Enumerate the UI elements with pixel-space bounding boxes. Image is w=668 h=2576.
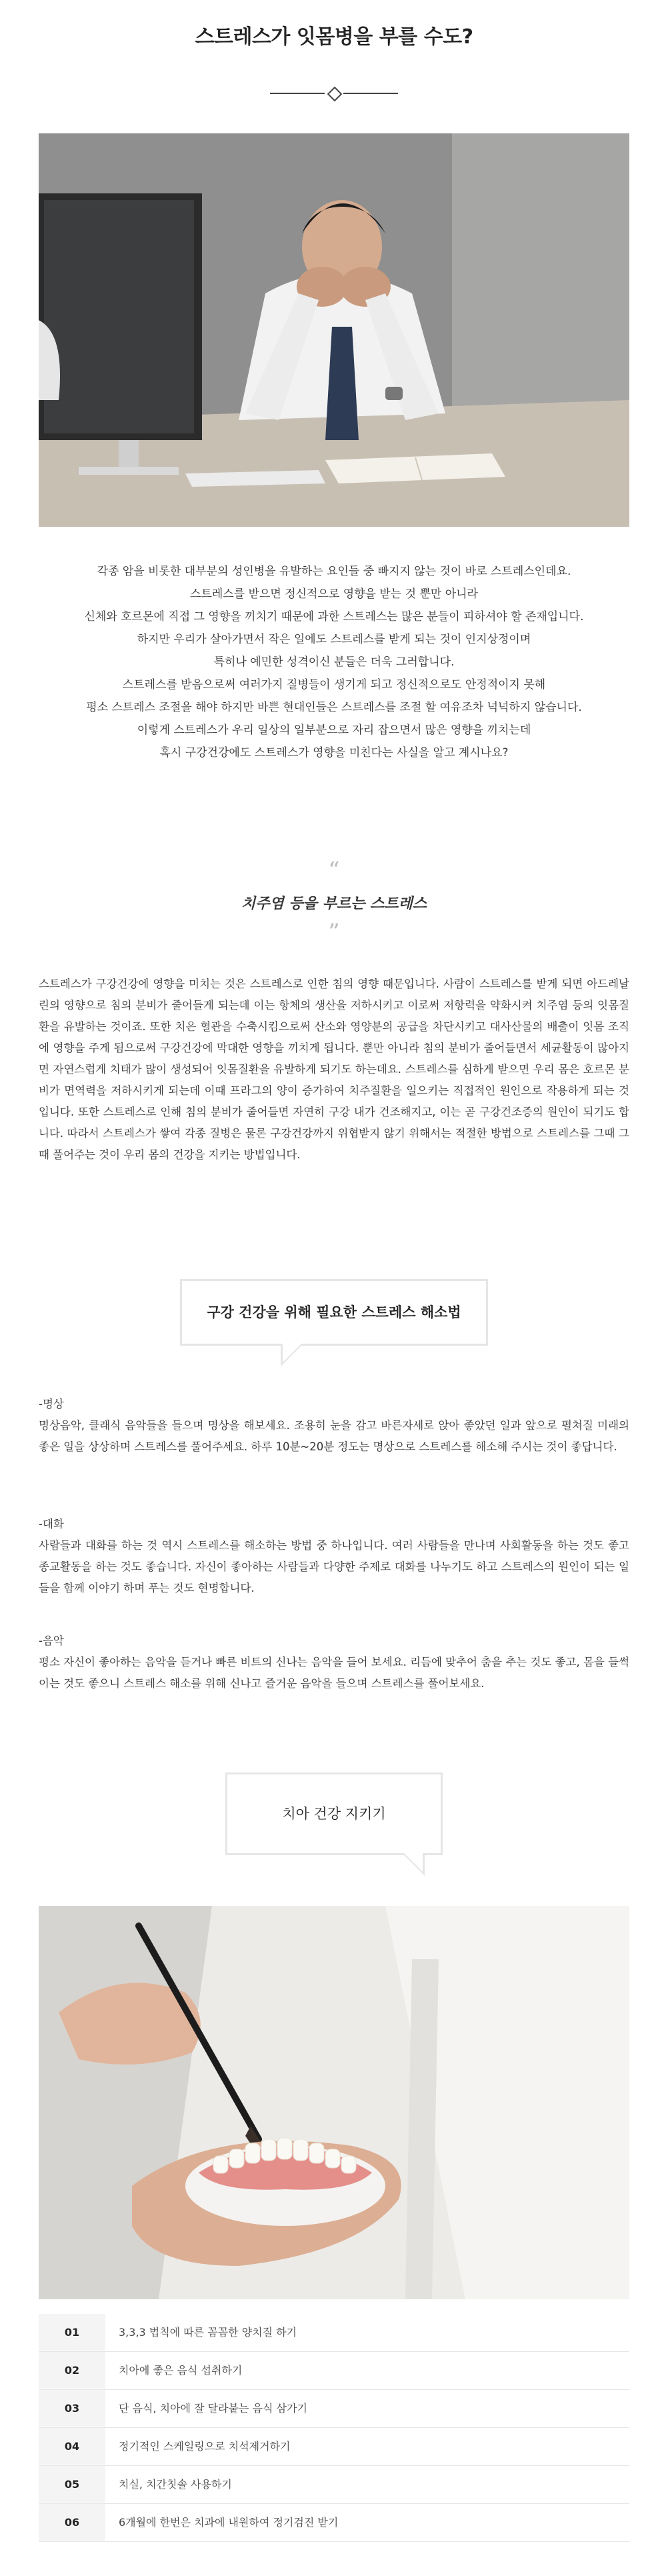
- checklist-text: 치아에 좋은 음식 섭취하기: [119, 2364, 243, 2377]
- page-title: 스트레스가 잇몸병을 부를 수도?: [195, 25, 473, 49]
- intro-line: 이렇게 스트레스가 우리 일상의 일부분으로 자리 잡으면서 많은 영향을 끼치는데: [137, 724, 531, 737]
- checklist-number: 01: [39, 2314, 105, 2351]
- intro-line: 각종 암을 비롯한 대부분의 성인병을 유발하는 요인들 중 빠지지 않는 것이 바로 스트레스인데요.: [97, 565, 571, 578]
- tip-title: -대화: [39, 1518, 64, 1530]
- checklist-row: [39, 2466, 629, 2504]
- checklist-text: 정기적인 스케일링으로 치석제거하기: [119, 2440, 291, 2453]
- diamond-icon: [327, 87, 343, 102]
- intro-line: 스트레스를 받으면 정신적으로 영향을 받는 것 뿐만 아니라: [190, 587, 478, 601]
- intro-line: 하지만 우리가 살아가면서 작은 일에도 스트레스를 받게 되는 것이 인지상정이며: [137, 633, 531, 646]
- speech-tail-fill: [283, 1344, 301, 1362]
- dentist-dentures-illustration: [39, 1906, 629, 2299]
- divider-line-right: [343, 93, 398, 94]
- tip-text: 평소 자신이 좋아하는 음악을 듣거나 빠른 비트의 신나는 음악을 들어 보세요. 리듬에 맞추어 춤을 추는 것도 좋고, 몸을 들썩이는 것도 좋으니 스트레스 해소를 위해 신나고 즐거운 음악을 들으며 스트레스를 풀어보세요.: [39, 1656, 629, 1690]
- intro-line: 신체와 호르몬에 직접 그 영향을 끼치기 때문에 과한 스트레스는 많은 분들이 피하셔야 할 존재입니다.: [84, 610, 584, 623]
- checklist-row: [39, 2352, 629, 2390]
- checklist-row: [39, 2390, 629, 2428]
- tooth-health-heading: [225, 1772, 443, 1855]
- intro-line: 혹시 구강건강에도 스트레스가 영향을 미친다는 사실을 알고 계시나요?: [159, 746, 509, 760]
- tip-conversation: [39, 1514, 629, 1599]
- intro-line: 특히나 예민한 성격이신 분들은 더욱 그러합니다.: [213, 656, 455, 669]
- intro-line: 스트레스를 받음으로써 여러가지 질병들이 생기게 되고 정신적으로도 안정적이지 못해: [122, 678, 546, 692]
- checklist-number: 04: [39, 2428, 105, 2465]
- stress-relief-heading: [180, 1279, 488, 1346]
- checklist-number: 02: [39, 2352, 105, 2389]
- close-quote-icon: ”: [328, 919, 340, 946]
- checklist-row: [39, 2314, 629, 2352]
- checklist-number: 05: [39, 2466, 105, 2503]
- open-quote-icon: “: [328, 857, 340, 884]
- checklist-text: 치실, 치간칫솔 사용하기: [119, 2478, 232, 2491]
- tip-music: [39, 1630, 629, 1694]
- divider-line-left: [270, 93, 325, 94]
- checklist-row: [39, 2504, 629, 2542]
- dental-checklist: [39, 2314, 629, 2542]
- stressed-man-photo: [39, 133, 629, 527]
- tip-title: -음악: [39, 1634, 64, 1647]
- checklist-text: 3,3,3 법칙에 따른 꼼꼼한 양치질 하기: [119, 2326, 297, 2339]
- title-divider: [270, 87, 398, 100]
- tooth-health-heading-text: 치아 건강 지키기: [282, 1806, 386, 1822]
- dentist-dentures-photo: [39, 1906, 629, 2299]
- checklist-number: 03: [39, 2390, 105, 2427]
- tip-meditation: [39, 1394, 629, 1458]
- quote-heading: 치주염 등을 부르는 스트레스: [241, 896, 427, 912]
- stress-relief-heading-text: 구강 건강을 위해 필요한 스트레스 해소법: [207, 1304, 461, 1320]
- tip-text: 사람들과 대화를 하는 것 역시 스트레스를 해소하는 방법 중 하나입니다. 여러 사람들을 만나며 사회활동을 하는 것도 좋고 종교활동을 하는 것도 좋습니다. 자신이 좋아하는 사람들과 다양한 주제로 대화를 나누기도 하고 스트레스의 원인이 되는 일들을 함께 이야기 하며 푸는 것도 현명합니다.: [39, 1539, 629, 1594]
- stressed-man-illustration: [39, 133, 629, 527]
- intro-line: 평소 스트레스 조절을 해야 하지만 바쁜 현대인들은 스트레스를 조절 할 여유조차 넉넉하지 않습니다.: [86, 701, 582, 714]
- checklist-text: 단 음식, 치아에 잘 달라붙는 음식 삼가기: [119, 2402, 307, 2415]
- checklist-row: [39, 2428, 629, 2466]
- speech-tail-fill: [404, 1853, 423, 1872]
- intro-text: [0, 560, 668, 764]
- tip-text: 명상음악, 클래식 음악들을 들으며 명상을 해보세요. 조용히 눈을 감고 바른자세로 앉아 좋았던 일과 앞으로 펼쳐질 미래의 좋은 일을 상상하며 스트레스를 풀어주세요. 하루 10분~20분 정도는 명상으로 스트레스를 해소해 주시는 것이 좋답니다.: [39, 1419, 629, 1453]
- body-paragraph: 스트레스가 구강건강에 영향을 미치는 것은 스트레스로 인한 침의 영향 때문입니다. 사람이 스트레스를 받게 되면 아드레날린의 영향으로 침의 분비가 줄어들게 되는데 이는 항체의 생산을 저하시키고 이로써 저항력을 약화시켜 치주염 등의 잇몸질환을 유발하는 것이죠. 또한 치은 혈관을 수축시킴으로써 산소와 영양분의 공급을 차단시키고 대사산물의 배출이 잇몸 조직에 영향을 주게 됨으로써 구강건강에 막대한 영향을 끼치게 됩니다. 뿐만 아니라 침의 분비가 줄어들면서 세균활동이 많아지면 자연스럽게 치태가 많이 생성되어 잇몸질환을 유발하게 되기도 하는데요. 스트레스를 심하게 받으면 우리 몸은 호르몬 분비가 면역력을 저하시키게 되는데 이때 프라그의 양이 증가하여 치주질환을 일으키는 직접적인 원인으로 작용하게 되는 것입니다. 또한 스트레스로 인해 침의 분비가 줄어들면 자연히 구강 내가 건조해지고, 이는 곧 구강건조증의 원인이 되기도 합니다. 따라서 스트레스가 쌓여 각종 질병은 물론 구강건강까지 위협받지 않기 위해서는 적절한 방법으로 스트레스를 그때 그때 풀어주는 것이 우리 몸의 건강을 지키는 방법입니다.: [39, 978, 629, 1161]
- checklist-text: 6개월에 한번은 치과에 내원하여 정기검진 받기: [119, 2516, 339, 2529]
- checklist-number: 06: [39, 2504, 105, 2541]
- tip-title: -명상: [39, 1398, 64, 1410]
